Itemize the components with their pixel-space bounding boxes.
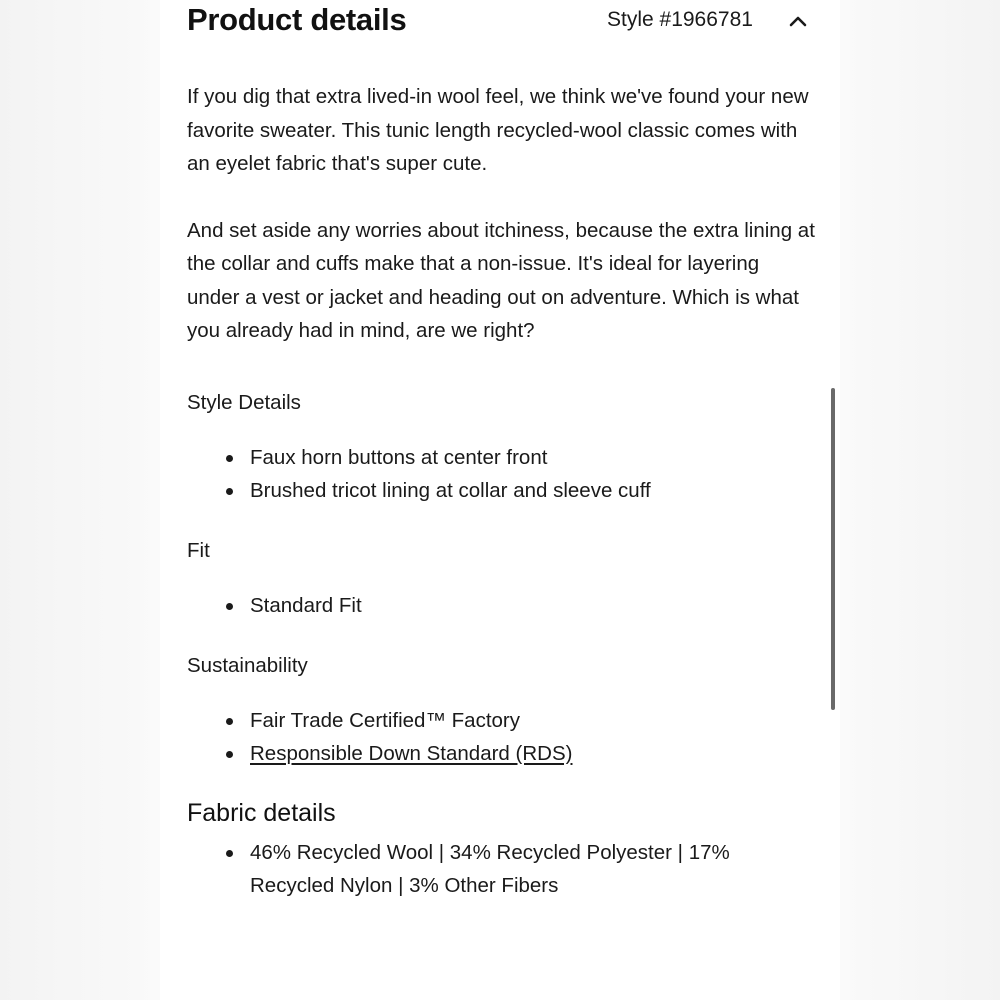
product-details-header[interactable] (187, 0, 813, 40)
list-item: Brushed tricot lining at collar and sleeve cuff (187, 474, 817, 507)
list-item: 46% Recycled Wool | 34% Recycled Polyester | 17% Recycled Nylon | 3% Other Fibers (187, 836, 817, 902)
fabric-details-title: Fabric details (187, 798, 336, 827)
style-details-list (187, 441, 817, 507)
description-paragraph: If you dig that extra lived-in wool feel, we think we've found your new favorite sweater. This tunic length recycled-wool classic comes with an eyelet fabric that's super cute. (187, 85, 809, 175)
page-title: Product details (187, 2, 407, 37)
fabric-details-list (187, 836, 817, 902)
list-item: Fair Trade Certified™ Factory (187, 704, 817, 737)
list-item: Faux horn buttons at center front (187, 441, 817, 474)
description-paragraph: And set aside any worries about itchiness, because the extra lining at the collar and cuffs make that a non-issue. It's ideal for layering under a vest or jacket and heading out on adventure. Which is what you already had in mind, are we right? (187, 218, 815, 342)
scrollbar-thumb[interactable] (831, 388, 835, 710)
product-description (187, 80, 817, 902)
sustainability-label: Sustainability (187, 653, 308, 677)
fit-list (187, 589, 817, 622)
chevron-up-icon[interactable] (785, 8, 811, 34)
list-item: Standard Fit (187, 589, 817, 622)
fit-label: Fit (187, 538, 210, 562)
style-number: Style #1966781 (607, 8, 753, 31)
sustainability-list (187, 704, 817, 770)
rds-link[interactable]: Responsible Down Standard (RDS) (250, 741, 573, 765)
list-item (187, 737, 817, 770)
style-details-label: Style Details (187, 390, 301, 414)
